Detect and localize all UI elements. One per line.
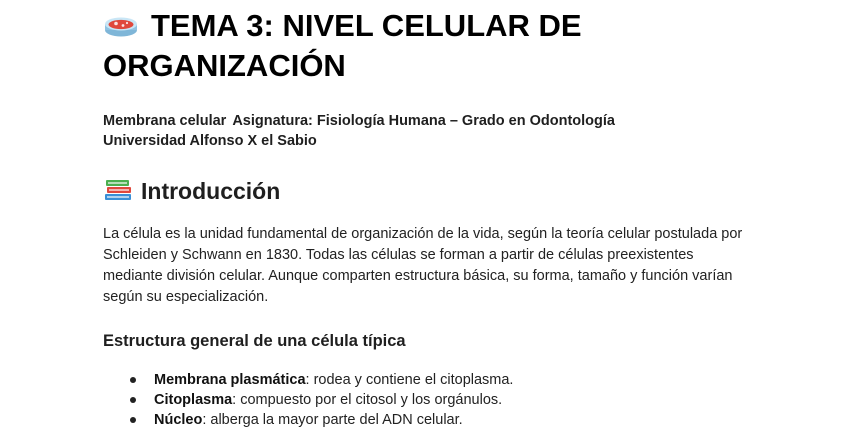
document-meta xyxy=(103,111,723,151)
list-item-term: Membrana plasmática xyxy=(154,372,306,388)
meta-university: Universidad Alfonso X el Sabio xyxy=(103,133,317,149)
structure-list xyxy=(103,370,753,430)
page-title-text: TEMA 3: NIVEL CELULAR DE ORGANIZACIÓN xyxy=(103,8,582,83)
list-item xyxy=(103,410,753,430)
intro-heading xyxy=(103,175,280,207)
intro-paragraph: La célula es la unidad fundamental de organización de la vida, según la teoría celular postulada por Schleiden y Schwann en 1830. Todas las células se forman a partir de células preexistentes mediante división celular. Aunque comparten estructura básica, su forma, tamaño y función varían según su especialización. xyxy=(103,226,743,305)
meta-subject: Asignatura: Fisiología Humana – Grado en Odontología xyxy=(232,113,615,129)
petri-dish-icon xyxy=(103,9,139,35)
list-item-desc: : alberga la mayor parte del ADN celular. xyxy=(202,412,463,428)
list-item-term: Citoplasma xyxy=(154,392,233,408)
books-icon xyxy=(103,178,133,202)
list-item xyxy=(103,390,753,410)
intro-heading-text: Introducción xyxy=(141,178,281,204)
bullet xyxy=(130,417,136,423)
list-item-desc: : rodea y contiene el citoplasma. xyxy=(305,372,514,388)
list-item-desc: : compuesto por el citosol y los orgánulos. xyxy=(232,392,503,408)
structure-heading: Estructura general de una célula típica xyxy=(103,332,406,350)
list-item-term: Núcleo xyxy=(154,412,203,428)
meta-topic: Membrana celular xyxy=(103,113,227,129)
bullet xyxy=(130,377,136,383)
page-title xyxy=(103,6,743,86)
list-item xyxy=(103,370,753,390)
bullet xyxy=(130,397,136,403)
